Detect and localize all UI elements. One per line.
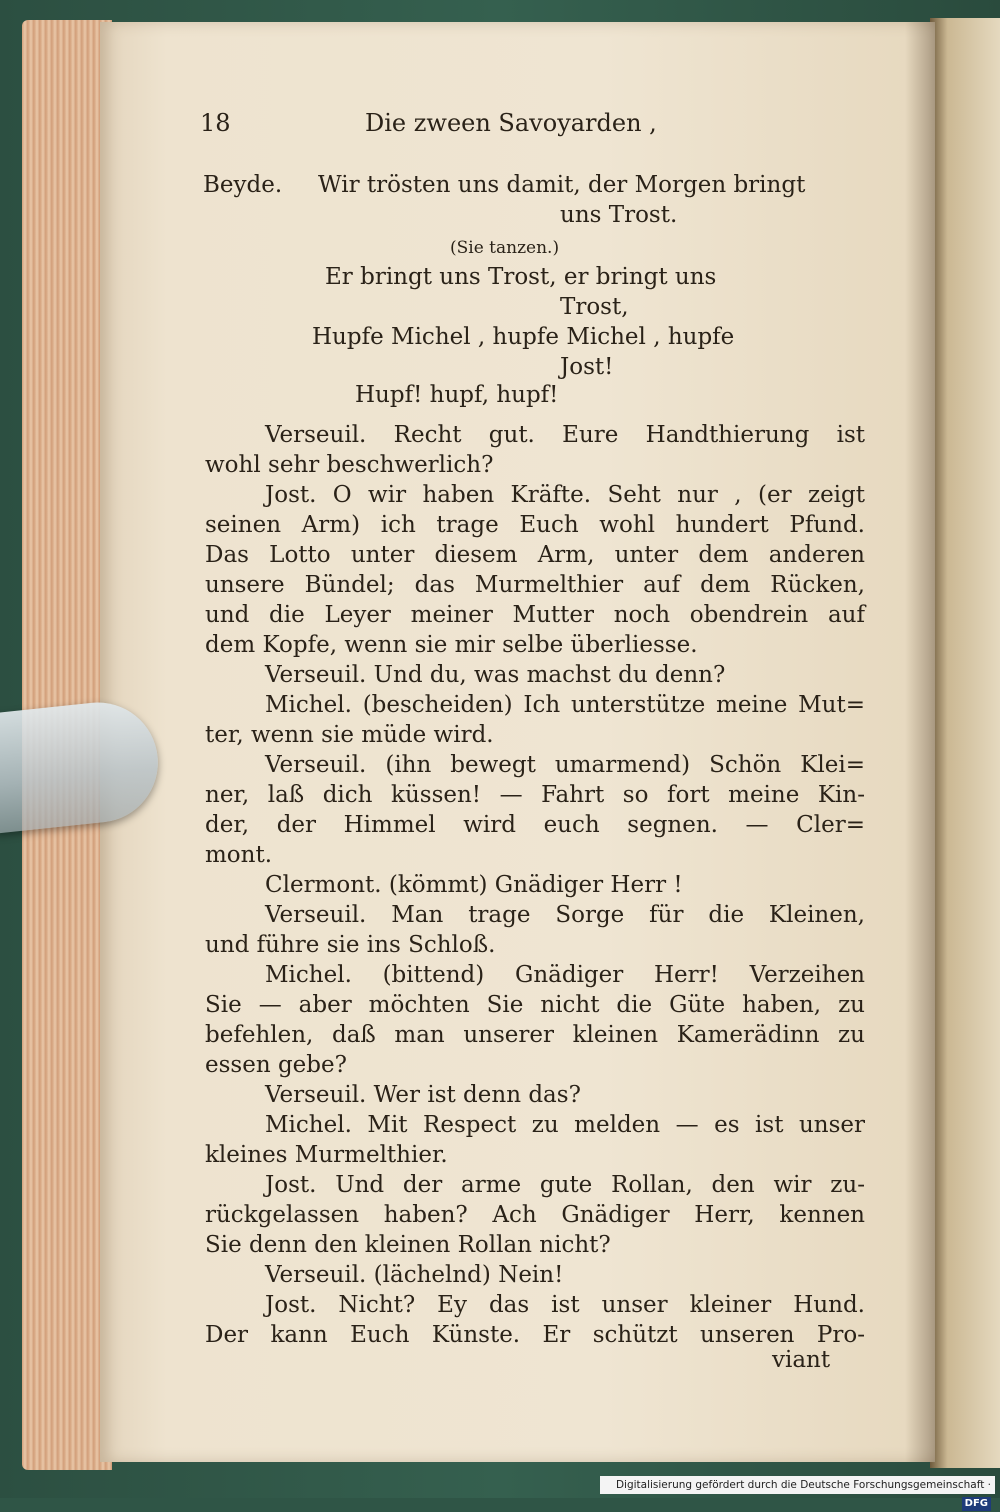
text-line: Jost. O wir haben Kräfte. Seht nur , (er zeigt — [265, 482, 865, 508]
text-line: essen gebe? — [205, 1052, 347, 1078]
song-line: Hupf! hupf, hupf! — [355, 382, 559, 408]
text-line: und führe sie ins Schloß. — [205, 932, 496, 958]
text-line: Verseuil. Recht gut. Eure Handthierung ist — [265, 422, 865, 448]
text-line: Der kann Euch Künste. Er schützt unseren Pro- — [205, 1322, 865, 1348]
text-line: mont. — [205, 842, 273, 868]
adjacent-page-edge — [930, 18, 1000, 1468]
text-line: wohl sehr beschwerlich? — [205, 452, 494, 478]
text-line: Sie — aber möchten Sie nicht die Güte haben, zu — [205, 992, 865, 1018]
stage-direction: (Sie tanzen.) — [450, 238, 560, 258]
song-speaker: Beyde. — [203, 172, 283, 198]
text-line: befehlen, daß man unserer kleinen Kamerädinn zu — [205, 1022, 865, 1048]
text-line: Verseuil. (ihn bewegt umarmend) Schön Klei= — [265, 752, 865, 778]
footer-credit — [600, 1476, 995, 1509]
text-line: dem Kopfe, wenn sie mir selbe überliesse. — [205, 632, 698, 658]
song-line: Wir trösten uns damit, der Morgen bringt — [318, 172, 806, 198]
text-line: Clermont. (kömmt) Gnädiger Herr ! — [265, 872, 683, 898]
footer-credit-text: Digitalisierung gefördert durch die Deutsche Forschungsgemeinschaft · — [615, 1479, 991, 1491]
text-line: Verseuil. (lächelnd) Nein! — [265, 1262, 564, 1288]
text-line: unsere Bündel; das Murmelthier auf dem Rücken, — [205, 572, 865, 598]
text-line: kleines Murmelthier. — [205, 1142, 448, 1168]
running-title: Die zween Savoyarden , — [365, 109, 657, 137]
text-line: ter, wenn sie müde wird. — [205, 722, 494, 748]
song-line: Trost, — [560, 294, 629, 320]
dialogue-block — [205, 420, 865, 1350]
text-line: Verseuil. Wer ist denn das? — [265, 1082, 581, 1108]
text-line: und die Leyer meiner Mutter noch obendrein auf — [205, 602, 865, 628]
text-line: Das Lotto unter diesem Arm, unter dem anderen — [205, 542, 865, 568]
page-number: 18 — [200, 109, 231, 137]
dfg-logo: DFG — [962, 1497, 991, 1511]
text-line: Verseuil. Man trage Sorge für die Kleinen, — [265, 902, 865, 928]
text-line: Michel. (bittend) Gnädiger Herr! Verzeihen — [265, 962, 865, 988]
gutter-shadow — [905, 22, 935, 1462]
text-line: Sie denn den kleinen Rollan nicht? — [205, 1232, 611, 1258]
song-line: Hupfe Michel , hupfe Michel , hupfe — [312, 324, 735, 350]
song-line: Er bringt uns Trost, er bringt uns — [325, 264, 717, 290]
text-line: der, der Himmel wird euch segnen. — Cler= — [205, 812, 865, 838]
text-line: seinen Arm) ich trage Euch wohl hundert Pfund. — [205, 512, 865, 538]
song-line: Jost! — [560, 354, 614, 380]
text-line: ner, laß dich küssen! — Fahrt so fort meine Kin- — [205, 782, 865, 808]
text-line: Verseuil. Und du, was machst du denn? — [265, 662, 726, 688]
catchword: viant — [772, 1347, 831, 1373]
text-line: Michel. Mit Respect zu melden — es ist unser — [265, 1112, 865, 1138]
text-line: Michel. (bescheiden) Ich unterstütze meine Mut= — [265, 692, 865, 718]
text-line: rückgelassen haben? Ach Gnädiger Herr, kennen — [205, 1202, 865, 1228]
song-line: uns Trost. — [560, 202, 678, 228]
text-line: Jost. Nicht? Ey das ist unser kleiner Hund. — [265, 1292, 865, 1318]
text-line: Jost. Und der arme gute Rollan, den wir zu- — [265, 1172, 865, 1198]
